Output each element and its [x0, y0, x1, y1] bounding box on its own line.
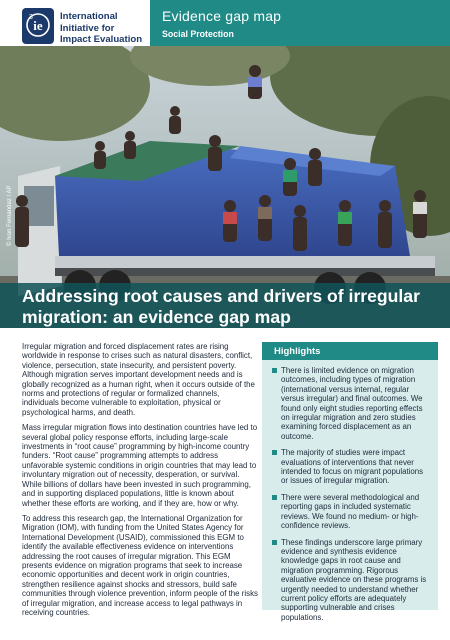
bullet-icon: [272, 495, 277, 500]
highlights-list: [262, 366, 438, 629]
logo-line: Impact Evaluation: [60, 34, 143, 45]
organization-name: [60, 11, 142, 46]
highlights-heading: Highlights: [262, 342, 438, 360]
highlight-item: [272, 366, 430, 441]
body-paragraph: Irregular migration and forced displacement rates are rising worldwide in response to crises such as natural disasters, conflict, violence, persecution, state insecurity, and persistent poverty. Although migration serves important development needs and is globally recognized as a human right, when it occurs outside of the norms and protections of regular or formalized channels, individuals become vulnerable to exploitation, physical or psychological harms, and death.: [22, 342, 255, 417]
bullet-icon: [272, 540, 277, 545]
banner-title: Evidence gap map: [162, 8, 282, 24]
svg-text:ie: ie: [33, 18, 43, 33]
photo-credit: © Ivan Fernandez / AP: [7, 185, 13, 246]
body-paragraph: Mass irregular migration flows into destination countries have led to several global policy response efforts, including large-scale investments in “root cause” programming by high-income country funders. “Root cause” programming attempts to address unfavorable systemic conditions in origin countries that may lead to involuntary migration out of necessity, desperation, or survival. While billions of dollars have been invested in such programming, and in supporting displaced populations, little is known about whether these efforts are working, and if they are, how or why.: [22, 423, 258, 508]
bullet-icon: [272, 368, 277, 373]
logo-line: Initiative for: [60, 22, 115, 34]
highlights-box: [262, 342, 438, 622]
document-title: Addressing root causes and drivers of irregular migration: an evidence gap map: [22, 286, 420, 327]
highlight-text: These findings underscore large primary evidence and synthesis evidence knowledge gaps in root cause and migration programming. Rigorous evaluative evidence on these programs is urgently needed to understand whether current policy efforts are adequately supporting vulnerable and crises populations.: [281, 537, 427, 622]
body-paragraph: To address this research gap, the International Organization for Migration (IOM), with funding from the United States Agency for International Development (USAID), commissioned this EGM to identify the available effectiveness evidence on interventions addressing the root causes of irregular migration. This EGM presents evidence on migration programs that seek to increase economic opportunities and decent work in origin countries, strengthen resilience against shocks and stressors, build safe communities through violence prevention, inform people of the risks of irregular migration, and increase access to legal pathways in receiving countries.: [22, 513, 258, 617]
svg-text:3: 3: [29, 14, 33, 21]
highlight-text: There were several methodological and reporting gaps in included systematic reviews. We found no medium- or high-confidence reviews.: [281, 492, 420, 531]
bullet-icon: [272, 450, 277, 455]
highlight-item: [272, 538, 430, 623]
highlight-item: [272, 448, 430, 486]
banner-subtitle: Social Protection: [162, 29, 234, 39]
report-banner: [150, 0, 450, 46]
highlight-text: There is limited evidence on migration outcomes, including types of migration (international versus internal, regular versus irregular) and final outcomes. We found only eight studies reporting effects on irregular migration and zero studies examining forced displacement as an outcome.: [281, 366, 423, 441]
3ie-logo-icon: [22, 8, 54, 44]
logo-line: International: [60, 11, 118, 22]
intro-text: [22, 342, 258, 623]
highlight-item: [272, 493, 430, 531]
top-bar: [0, 0, 450, 46]
highlight-text: The majority of studies were impact evaluations of interventions that never intended to focus on migrant populations or issues of irregular migration.: [281, 448, 424, 486]
